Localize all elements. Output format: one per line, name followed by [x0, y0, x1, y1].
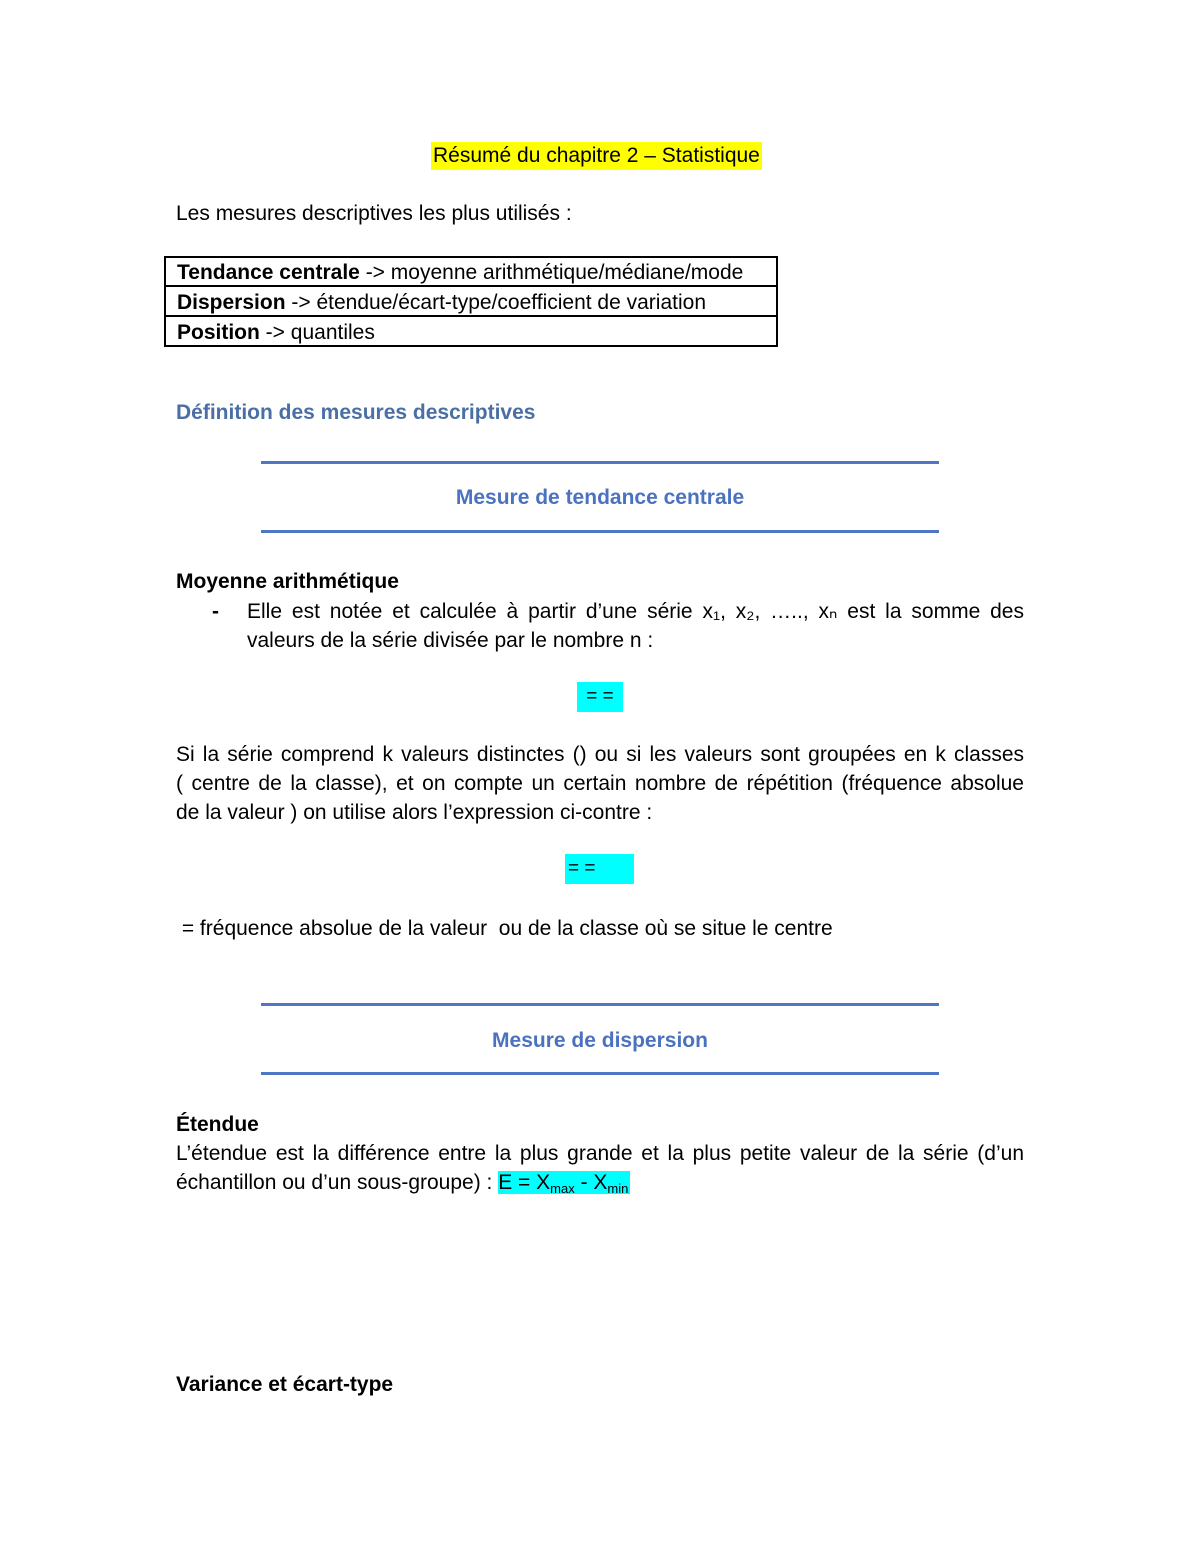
paragraph-line: ( centre de la classe), et on compte un certain nombre de répétition (fréquence absolue — [176, 772, 1024, 795]
bullet-line-1: Elle est notée et calculée à partir d’une série x₁, x₂, ….., xₙ est la somme des — [247, 600, 1024, 623]
section-rule-top — [261, 1003, 939, 1006]
section-title-dispersion: Mesure de dispersion — [492, 1029, 708, 1052]
range-text: échantillon ou d’un sous-groupe) : — [176, 1171, 499, 1194]
bullet-marker: - — [212, 600, 219, 623]
definitions-heading: Définition des mesures descriptives — [176, 401, 536, 424]
range-line — [176, 1169, 630, 1203]
summary-table — [164, 256, 778, 347]
formula-part: E = X — [498, 1171, 551, 1194]
range-formula — [498, 1171, 630, 1194]
formula-part: - X — [574, 1171, 608, 1194]
subheading-mean: Moyenne arithmétique — [176, 570, 399, 593]
table-term: Position — [177, 321, 260, 344]
intro-text: Les mesures descriptives les plus utilisés : — [176, 202, 572, 225]
table-term: Tendance centrale — [177, 261, 360, 284]
formula-sub-max: max — [550, 1181, 575, 1196]
formula-sub-min: min — [607, 1181, 629, 1196]
paragraph-line: de la valeur ) on utilise alors l’expression ci-contre : — [176, 801, 653, 824]
table-arrow: -> — [259, 321, 291, 344]
section-rule-top — [261, 461, 939, 464]
table-desc: quantiles — [290, 321, 375, 344]
table-arrow: -> — [359, 261, 391, 284]
section-rule-bottom — [261, 1072, 939, 1075]
page-title: Résumé du chapitre 2 – Statistique — [431, 142, 762, 170]
bullet-line-2: valeurs de la série divisée par le nombre n : — [247, 629, 654, 652]
table-arrow: -> — [285, 291, 317, 314]
table-row — [166, 258, 776, 287]
table-row — [166, 288, 776, 317]
paragraph-line: L’étendue est la différence entre la plus grande et la plus petite valeur de la série (d’un — [176, 1142, 1024, 1165]
paragraph-line: Si la série comprend k valeurs distinctes () ou si les valeurs sont groupées en k classes — [176, 743, 1024, 766]
subheading-variance: Variance et écart-type — [176, 1373, 394, 1396]
section-title-central: Mesure de tendance centrale — [455, 486, 745, 509]
table-term: Dispersion — [177, 291, 286, 314]
frequency-note: = fréquence absolue de la valeur ou de la classe où se situe le centre — [176, 917, 833, 940]
formula-weighted-mean: = = — [565, 854, 634, 884]
table-desc: moyenne arithmétique/médiane/mode — [390, 261, 744, 284]
table-desc: étendue/écart-type/coefficient de variation — [316, 291, 706, 314]
section-rule-bottom — [261, 530, 939, 533]
subheading-range: Étendue — [176, 1113, 259, 1136]
table-row — [166, 318, 776, 347]
formula-mean: = = — [577, 682, 623, 712]
